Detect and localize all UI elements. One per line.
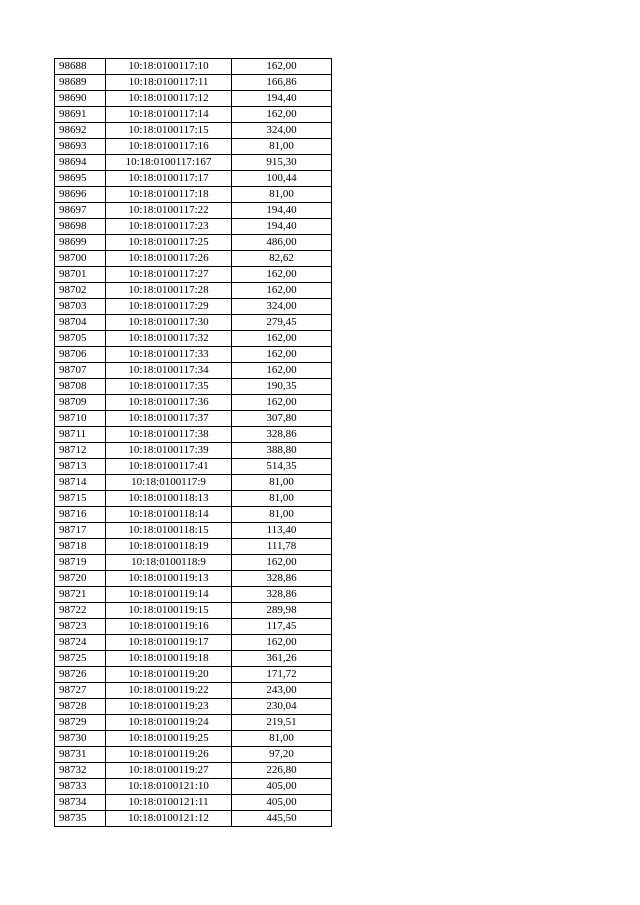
area-cell: 190,35 (232, 379, 332, 395)
row-number-cell: 98698 (55, 219, 106, 235)
area-cell: 113,40 (232, 523, 332, 539)
area-cell: 81,00 (232, 507, 332, 523)
row-number-cell: 98693 (55, 139, 106, 155)
area-cell: 171,72 (232, 667, 332, 683)
land-plot-table (54, 58, 332, 827)
cadastral-number-cell: 10:18:0100119:26 (106, 747, 232, 763)
row-number-cell: 98695 (55, 171, 106, 187)
table-row (55, 411, 332, 427)
cadastral-number-cell: 10:18:0100117:17 (106, 171, 232, 187)
cadastral-number-cell: 10:18:0100117:28 (106, 283, 232, 299)
cadastral-number-cell: 10:18:0100118:9 (106, 555, 232, 571)
cadastral-number-cell: 10:18:0100117:41 (106, 459, 232, 475)
row-number-cell: 98690 (55, 91, 106, 107)
table-row (55, 107, 332, 123)
table-row (55, 251, 332, 267)
row-number-cell: 98702 (55, 283, 106, 299)
cadastral-number-cell: 10:18:0100117:26 (106, 251, 232, 267)
cadastral-number-cell: 10:18:0100119:24 (106, 715, 232, 731)
table-row (55, 155, 332, 171)
table-row (55, 139, 332, 155)
area-cell: 162,00 (232, 107, 332, 123)
area-cell: 82,62 (232, 251, 332, 267)
table-row (55, 331, 332, 347)
table-row (55, 475, 332, 491)
row-number-cell: 98707 (55, 363, 106, 379)
cadastral-number-cell: 10:18:0100117:34 (106, 363, 232, 379)
table-row (55, 779, 332, 795)
area-cell: 194,40 (232, 91, 332, 107)
area-cell: 100,44 (232, 171, 332, 187)
cadastral-number-cell: 10:18:0100119:18 (106, 651, 232, 667)
table-row (55, 219, 332, 235)
table-row (55, 459, 332, 475)
area-cell: 289,98 (232, 603, 332, 619)
row-number-cell: 98701 (55, 267, 106, 283)
table-row (55, 75, 332, 91)
cadastral-number-cell: 10:18:0100117:37 (106, 411, 232, 427)
cadastral-number-cell: 10:18:0100117:10 (106, 59, 232, 75)
cadastral-number-cell: 10:18:0100119:23 (106, 699, 232, 715)
table-row (55, 59, 332, 75)
row-number-cell: 98700 (55, 251, 106, 267)
row-number-cell: 98711 (55, 427, 106, 443)
table-row (55, 347, 332, 363)
row-number-cell: 98717 (55, 523, 106, 539)
cadastral-number-cell: 10:18:0100119:14 (106, 587, 232, 603)
area-cell: 162,00 (232, 555, 332, 571)
area-cell: 243,00 (232, 683, 332, 699)
row-number-cell: 98715 (55, 491, 106, 507)
row-number-cell: 98735 (55, 811, 106, 827)
area-cell: 162,00 (232, 59, 332, 75)
area-cell: 81,00 (232, 187, 332, 203)
table-row (55, 315, 332, 331)
cadastral-number-cell: 10:18:0100117:12 (106, 91, 232, 107)
area-cell: 361,26 (232, 651, 332, 667)
row-number-cell: 98703 (55, 299, 106, 315)
row-number-cell: 98733 (55, 779, 106, 795)
area-cell: 162,00 (232, 283, 332, 299)
row-number-cell: 98708 (55, 379, 106, 395)
cadastral-number-cell: 10:18:0100117:14 (106, 107, 232, 123)
row-number-cell: 98704 (55, 315, 106, 331)
cadastral-number-cell: 10:18:0100117:32 (106, 331, 232, 347)
cadastral-number-cell: 10:18:0100117:9 (106, 475, 232, 491)
area-cell: 97,20 (232, 747, 332, 763)
table-row (55, 699, 332, 715)
table-row (55, 507, 332, 523)
cadastral-number-cell: 10:18:0100117:30 (106, 315, 232, 331)
area-cell: 219,51 (232, 715, 332, 731)
table-row (55, 171, 332, 187)
area-cell: 194,40 (232, 219, 332, 235)
cadastral-number-cell: 10:18:0100117:16 (106, 139, 232, 155)
row-number-cell: 98705 (55, 331, 106, 347)
row-number-cell: 98689 (55, 75, 106, 91)
area-cell: 279,45 (232, 315, 332, 331)
table-row (55, 91, 332, 107)
row-number-cell: 98726 (55, 667, 106, 683)
cadastral-number-cell: 10:18:0100117:25 (106, 235, 232, 251)
table-row (55, 651, 332, 667)
row-number-cell: 98697 (55, 203, 106, 219)
cadastral-number-cell: 10:18:0100119:20 (106, 667, 232, 683)
row-number-cell: 98734 (55, 795, 106, 811)
row-number-cell: 98718 (55, 539, 106, 555)
row-number-cell: 98713 (55, 459, 106, 475)
row-number-cell: 98728 (55, 699, 106, 715)
area-cell: 328,86 (232, 571, 332, 587)
cadastral-number-cell: 10:18:0100121:11 (106, 795, 232, 811)
row-number-cell: 98732 (55, 763, 106, 779)
row-number-cell: 98729 (55, 715, 106, 731)
area-cell: 915,30 (232, 155, 332, 171)
row-number-cell: 98688 (55, 59, 106, 75)
table-row (55, 667, 332, 683)
area-cell: 388,80 (232, 443, 332, 459)
cadastral-number-cell: 10:18:0100117:38 (106, 427, 232, 443)
area-cell: 328,86 (232, 587, 332, 603)
row-number-cell: 98696 (55, 187, 106, 203)
row-number-cell: 98706 (55, 347, 106, 363)
row-number-cell: 98714 (55, 475, 106, 491)
cadastral-number-cell: 10:18:0100121:12 (106, 811, 232, 827)
table-row (55, 299, 332, 315)
row-number-cell: 98692 (55, 123, 106, 139)
row-number-cell: 98719 (55, 555, 106, 571)
area-cell: 162,00 (232, 363, 332, 379)
area-cell: 162,00 (232, 331, 332, 347)
table-row (55, 635, 332, 651)
cadastral-number-cell: 10:18:0100117:167 (106, 155, 232, 171)
area-cell: 324,00 (232, 299, 332, 315)
table-row (55, 795, 332, 811)
table-row (55, 811, 332, 827)
cadastral-number-cell: 10:18:0100118:15 (106, 523, 232, 539)
cadastral-number-cell: 10:18:0100117:29 (106, 299, 232, 315)
cadastral-number-cell: 10:18:0100119:13 (106, 571, 232, 587)
cadastral-number-cell: 10:18:0100121:10 (106, 779, 232, 795)
row-number-cell: 98694 (55, 155, 106, 171)
area-cell: 111,78 (232, 539, 332, 555)
cadastral-number-cell: 10:18:0100118:19 (106, 539, 232, 555)
cadastral-number-cell: 10:18:0100117:39 (106, 443, 232, 459)
table-row (55, 187, 332, 203)
table-row (55, 747, 332, 763)
cadastral-number-cell: 10:18:0100117:11 (106, 75, 232, 91)
table-row (55, 267, 332, 283)
area-cell: 405,00 (232, 779, 332, 795)
table-body (55, 59, 332, 827)
table-row (55, 283, 332, 299)
row-number-cell: 98723 (55, 619, 106, 635)
area-cell: 226,80 (232, 763, 332, 779)
table-row (55, 603, 332, 619)
row-number-cell: 98716 (55, 507, 106, 523)
area-cell: 307,80 (232, 411, 332, 427)
area-cell: 194,40 (232, 203, 332, 219)
area-cell: 81,00 (232, 139, 332, 155)
area-cell: 514,35 (232, 459, 332, 475)
area-cell: 166,86 (232, 75, 332, 91)
row-number-cell: 98720 (55, 571, 106, 587)
cadastral-number-cell: 10:18:0100119:22 (106, 683, 232, 699)
row-number-cell: 98721 (55, 587, 106, 603)
table-row (55, 571, 332, 587)
table-row (55, 491, 332, 507)
table-row (55, 363, 332, 379)
cadastral-number-cell: 10:18:0100119:25 (106, 731, 232, 747)
area-cell: 162,00 (232, 635, 332, 651)
cadastral-number-cell: 10:18:0100117:23 (106, 219, 232, 235)
table-row (55, 683, 332, 699)
area-cell: 162,00 (232, 347, 332, 363)
area-cell: 117,45 (232, 619, 332, 635)
cadastral-number-cell: 10:18:0100119:16 (106, 619, 232, 635)
area-cell: 486,00 (232, 235, 332, 251)
area-cell: 162,00 (232, 267, 332, 283)
row-number-cell: 98691 (55, 107, 106, 123)
table-row (55, 203, 332, 219)
area-cell: 445,50 (232, 811, 332, 827)
cadastral-number-cell: 10:18:0100117:27 (106, 267, 232, 283)
cadastral-number-cell: 10:18:0100117:15 (106, 123, 232, 139)
table-row (55, 523, 332, 539)
table-row (55, 731, 332, 747)
row-number-cell: 98727 (55, 683, 106, 699)
table-row (55, 763, 332, 779)
cadastral-number-cell: 10:18:0100117:18 (106, 187, 232, 203)
row-number-cell: 98731 (55, 747, 106, 763)
table-row (55, 395, 332, 411)
cadastral-number-cell: 10:18:0100119:27 (106, 763, 232, 779)
cadastral-number-cell: 10:18:0100117:35 (106, 379, 232, 395)
table-row (55, 619, 332, 635)
table-row (55, 539, 332, 555)
row-number-cell: 98725 (55, 651, 106, 667)
table-row (55, 443, 332, 459)
cadastral-number-cell: 10:18:0100118:14 (106, 507, 232, 523)
area-cell: 328,86 (232, 427, 332, 443)
area-cell: 81,00 (232, 475, 332, 491)
cadastral-number-cell: 10:18:0100119:15 (106, 603, 232, 619)
row-number-cell: 98724 (55, 635, 106, 651)
row-number-cell: 98710 (55, 411, 106, 427)
cadastral-number-cell: 10:18:0100117:36 (106, 395, 232, 411)
area-cell: 81,00 (232, 491, 332, 507)
row-number-cell: 98712 (55, 443, 106, 459)
area-cell: 162,00 (232, 395, 332, 411)
row-number-cell: 98699 (55, 235, 106, 251)
table-row (55, 427, 332, 443)
cadastral-number-cell: 10:18:0100117:33 (106, 347, 232, 363)
cadastral-number-cell: 10:18:0100118:13 (106, 491, 232, 507)
table-row (55, 379, 332, 395)
table-row (55, 587, 332, 603)
row-number-cell: 98709 (55, 395, 106, 411)
row-number-cell: 98730 (55, 731, 106, 747)
table-row (55, 123, 332, 139)
table-row (55, 715, 332, 731)
table-row (55, 555, 332, 571)
area-cell: 324,00 (232, 123, 332, 139)
area-cell: 81,00 (232, 731, 332, 747)
cadastral-number-cell: 10:18:0100117:22 (106, 203, 232, 219)
area-cell: 405,00 (232, 795, 332, 811)
cadastral-number-cell: 10:18:0100119:17 (106, 635, 232, 651)
row-number-cell: 98722 (55, 603, 106, 619)
table-row (55, 235, 332, 251)
area-cell: 230,04 (232, 699, 332, 715)
